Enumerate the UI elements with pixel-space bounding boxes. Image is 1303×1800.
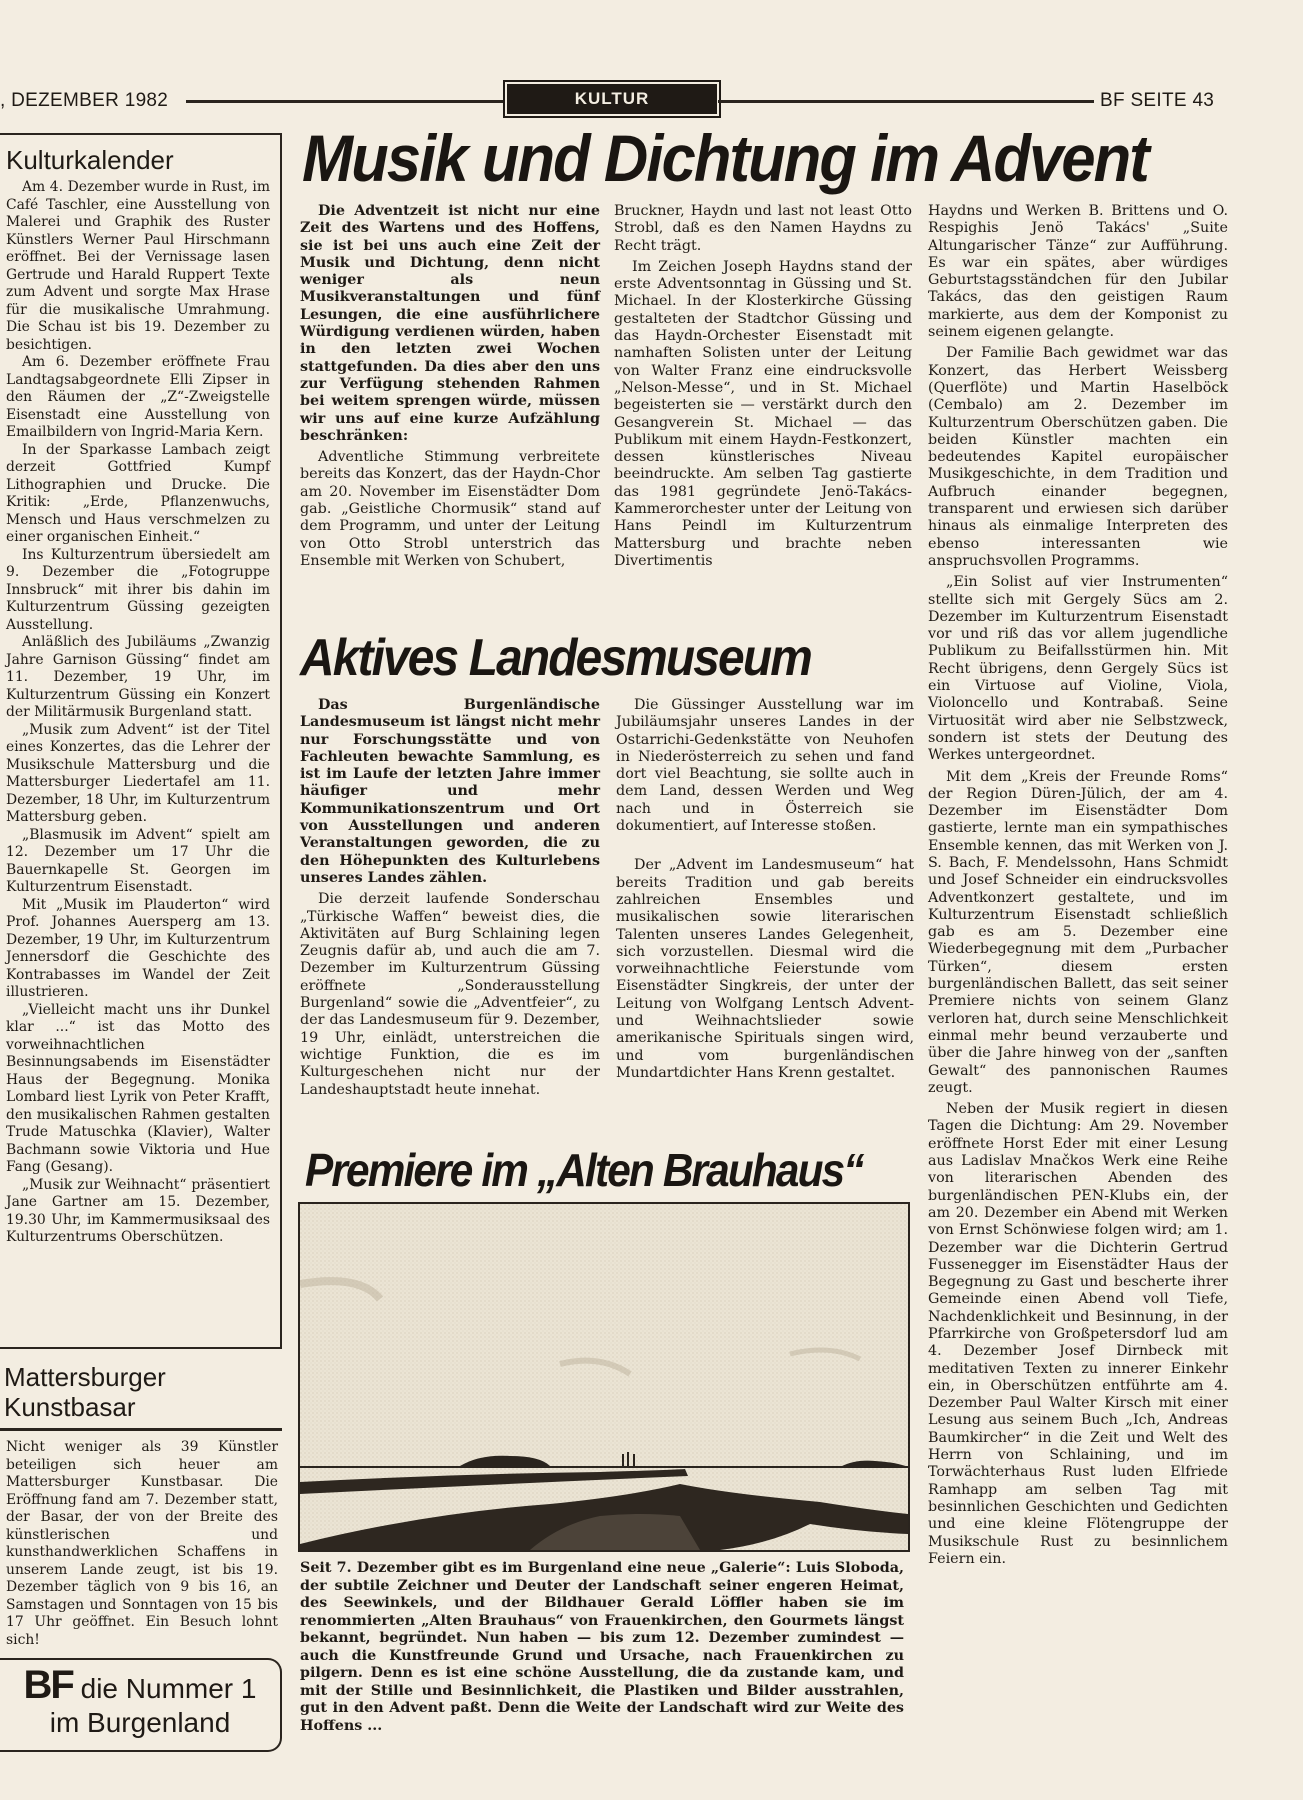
kalender-entry: In der Sparkasse Lambach zeigt derzeit Gottfried Kumpf Lithographien und Drucke. Die Kritik: „Erde, Pflanzenwuchs, Mensch und Haus verschmelzen zu einer organischen Einheit.“ [6, 441, 270, 545]
kunstbasar-title-line2: Kunstbasar [4, 1392, 136, 1422]
header-rule-right [718, 100, 1094, 103]
kalender-entry: Mit „Musik im Plauderton“ wird Prof. Johannes Auersperg am 13. Dezember, 19 Uhr, im Kulturzentrum Jennersdorf die Geschichte des Kontrabasses im Wandel der Zeit illustrieren. [6, 896, 270, 1000]
section-label: KULTUR [507, 84, 717, 114]
kalender-entry: „Blasmusik im Advent“ spielt am 12. Dezember um 17 Uhr die Bauernkapelle St. Georgen im Kulturzentrum Eisenstadt. [6, 826, 270, 895]
kalender-entry: „Musik zur Weihnacht“ präsentiert Jane Gartner am 15. Dezember, 19.30 Uhr, im Kammermusiksaal des Kulturzentrums Oberschützen. [6, 1176, 270, 1245]
bf-logo: BF [23, 1663, 73, 1707]
main-article-col1 [300, 203, 600, 570]
kalender-entry: Am 6. Dezember eröffnete Frau Landtagsabgeordnete Elli Zipser in den Räumen der „Z“-Zweigstelle Eisenstadt eine Ausstellung von Emailbildern von Ingrid-Maria Kern. [6, 354, 270, 440]
main-lead: Die Adventzeit ist nicht nur eine Zeit des Wartens und des Hoffens, sie ist bei uns auch eine Zeit der Musik und Dichtung, denn nicht weniger als neun Musikveranstaltungen und fünf Lesungen, die eine ausführlichere Würdigung verdienen würden, haben in den letzten zwei Wochen stattgefunden. Da dies aber den uns zur Verfügung stehenden Rahmen bei weitem sprengen würde, müssen wir uns auf eine kurze Aufzählung beschränken: [300, 203, 600, 444]
bf-advertisement [0, 1658, 282, 1752]
ad-line2: im Burgenland [49, 1707, 231, 1738]
kalender-entry: Ins Kulturzentrum übersiedelt am 9. Dezember die „Fotogruppe Innsbruck“ mit ihrer bis dahin im Kulturzentrum Güssing gezeigten Ausstellung. [6, 546, 270, 633]
main-paragraph: Neben der Musik regiert in diesen Tagen die Dichtung: Am 29. November eröffnete Horst Eder mit einer Lesung aus Ladislav Mnačkos Werk eine Reihe von literarischen Abenden des burgenländischen PEN-Klubs ein, der am 20. Dezember ein Abend mit Werken von Ernst Schönwiese folgen wird; am 1. Dezember war die Dichterin Gertrud Fussenegger im Eisenstädter Haus der Begegnung zu Gast und bescherte ihrer Gemeinde einen Abend voll Tiefe, Nachdenklichkeit und Besinnung, in der Pfarrkirche von Großpetersdorf lud am 4. Dezember Josef Dirnbeck mit meditativen Texten zu innerer Einkehr ein, in Oberschützen entführte am 4. Dezember Paul Walter Kirsch mit einer Lesung aus seinem Buch „Ich, Andreas Baumkircher“ in die Zeit und Welt des Herrn von Schlaining, und im Torwächterhaus Rust luden Elfriede Ramhapp am selben Tag mit besinnlichen Geschichten und Gedichten und eine kleine Flötengruppe der Musikschule Rust zu besinnlichem Feiern ein. [928, 1101, 1228, 1567]
kalender-entry: „Musik zum Advent“ ist der Titel eines Konzertes, das die Lehrer der Musikschule Mattersburg und die Mattersburger Liedertafel am 11. Dezember, 18 Uhr, im Kulturzentrum Mattersburg geben. [6, 721, 270, 825]
kunstbasar-title-line1: Mattersburger [4, 1362, 166, 1392]
ad-line1: die Nummer 1 [80, 1673, 257, 1704]
museum-paragraph: Die Güssinger Ausstellung war im Jubiläumsjahr unseres Landes in der Ostarrichi-Gedenkstätte von Neuhofen in Niederösterreich zu sehen und fand dort viel Beachtung, sie sollte auch in dem Land, dessen Werden und Weg nach und in Österreich sie dokumentiert, auf Interesse stoßen. [616, 697, 914, 835]
kalender-entry: „Vielleicht macht uns ihr Dunkel klar ...“ ist das Motto des vorweihnachtlichen Besinnungsabends im Eisenstädter Haus der Begegnung. Monika Lombard liest Lyrik von Peter Krafft, den musikalischen Rahmen gestalten Trude Matuschka (Klavier), Walter Bachmann sowie Viktoria und Hue Fang (Gesang). [6, 1001, 270, 1175]
kunstbasar-body [0, 1439, 282, 1649]
museum-col1 [300, 697, 600, 1099]
main-paragraph: Bruckner, Haydn und last not least Otto Strobl, daß es den Namen Haydns zu Recht trägt. [614, 203, 912, 254]
landscape-illustration [298, 1202, 910, 1552]
main-paragraph: Im Zeichen Joseph Haydns stand der erste Adventsonntag in Güssing und St. Michael. In der Klosterkirche Güssing gestalteten der Stadtchor Güssing und das Haydn-Orchester Eisenstadt mit namhaften Solisten unter der Leitung von Walter Franz eine eindrucksvolle „Nelson-Messe“, und in St. Michael begeisterten sie — verstärkt durch den Gesangverein St. Michael — das Publikum mit einem Haydn-Festkonzert, dessen künstlerisches Niveau beeindruckte. Am selben Tag gastierte das 1981 gegründete Jenö-Takács-Kammerorchester unter der Leitung von Hans Peindl im Kulturzentrum Mattersburg und brachte neben Divertimentis [614, 258, 912, 569]
main-paragraph: Mit dem „Kreis der Freunde Roms“ der Region Düren-Jülich, der am 4. Dezember im Eisenstädter Dom gastierte, lernte man ein sympathisches Ensemble kennen, das mit Werken von J. S. Bach, F. Mendelssohn, Hans Schmidt und Josef Schneider ein eindrucksvolles Adventkonzert gestaltete, und im Kulturzentrum Eisenstadt schließlich gab es am 5. Dezember eine Wiederbegegnung mit dem „Purbacher Türken“, diesem ersten burgenländischen Ballett, das seit seiner Premiere nichts von seinem Glanz verloren hat, durch seine Menschlichkeit einmal mehr beund verzauberte und über die Jahre hinweg von der „sanften Gewalt“ des pannonischen Raumes zeugt. [928, 768, 1228, 1096]
landscape-drawing-icon [300, 1204, 908, 1550]
museum-paragraph: Die derzeit laufende Sonderschau „Türkische Waffen“ beweist dies, die Aktivitäten auf Burg Schlaining legen Zeugnis dafür ab, und auch die am 7. Dezember im Kulturzentrum Güssing eröffnete „Sonderausstellung Burgenland“ sowie die „Adventfeier“, zu der das Landesmuseum für 9. Dezember, 19 Uhr, einlädt, unterstreichen die wichtige Funktion, die es im Kulturgeschehen nicht nur der Landeshauptstadt heute innehat. [300, 891, 600, 1098]
issue-date: , DEZEMBER 1982 [0, 90, 169, 111]
kulturkalender-box [0, 133, 282, 1349]
kunstbasar-text: Nicht weniger als 39 Künstler beteiligen sich heuer am Mattersburger Kunstbasar. Die Eröffnung fand am 7. Dezember statt, der Basar, der von der Breite des künstlerischen und kunsthandwerklichen Schaffens in unserem Lande zeugt, ist bis 19. Dezember täglich von 9 bis 16, an Samstagen und Sonntagen von 15 bis 17 Uhr geöffnet. Ein Besuch lohnt sich! [6, 1439, 278, 1648]
museum-headline: Aktives Landesmuseum [300, 629, 811, 687]
header-rule-left [186, 100, 504, 103]
main-paragraph: Der Familie Bach gewidmet war das Konzert, das Herbert Weissberg (Querflöte) und Martin Haselböck (Cembalo) am 2. Dezember im Kulturzentrum Oberschützen gaben. Die beiden Künstler machten ein bedeutendes Kapitel europäischer Musikgeschichte, in dem Tradition und Aufbruch einander begegnen, transparent und erwiesen sich darüber hinaus als einmalige Interpreten des ebenso interessanten wie anspruchsvollen Programms. [928, 345, 1228, 569]
main-article-col2 [614, 203, 912, 570]
kunstbasar-section [0, 1362, 282, 1649]
main-article-col3 [928, 203, 1228, 1568]
kunstbasar-rule [0, 1428, 282, 1431]
kulturkalender-title: Kulturkalender [6, 145, 174, 175]
page-number: BF SEITE 43 [1100, 90, 1215, 111]
kalender-entry: Anläßlich des Jubiläums „Zwanzig Jahre Garnison Güssing“ findet am 11. Dezember, 19 Uhr, im Kulturzentrum Güssing ein Konzert der Militärmusik Burgenland statt. [6, 634, 270, 720]
main-paragraph: „Ein Solist auf vier Instrumenten“ stellte sich mit Gergely Sücs am 2. Dezember im Kulturzentrum Eisenstadt vor und riß das vor allem jugendliche Publikum zu Beifallsstürmen hin. Mit Recht übrigens, denn Gergely Sücs ist ein Virtuose auf Violine, Viola, Violoncello und Kontrabaß. Seine Virtuosität wird aber nie Selbstzweck, sondern ist stets der Deutung des Werkes untergeordnet. [928, 574, 1228, 764]
premiere-headline: Premiere im „Alten Brauhaus“ [305, 1144, 863, 1196]
premiere-caption: Seit 7. Dezember gibt es im Burgenland eine neue „Galerie“: Luis Sloboda, der subtile Zeichner und Deuter der Landschaft seiner engeren Heimat, des Seewinkels, und der Bildhauer Gerald Löffler haben sie im renommierten „Alten Brauhaus“ von Frauenkirchen, den Gourmets längst bekannt, begründet. Nun haben — bis zum 12. Dezember zumindest — auch die Kunstfreunde Grund und Ursache, nach Frauenkirchen zu pilgern. Denn es ist eine schöne Ausstellung, die da zustande kam, und mit der Stille und Besinnlichkeit, die Plastiken und Bilder ausstrahlen, gut in den Advent paßt. Denn die Weite der Landschaft wird zur Weite des Hoffens ... [300, 1560, 904, 1734]
main-headline: Musik und Dichtung im Advent [302, 121, 1148, 195]
museum-col2 [616, 697, 914, 1082]
museum-paragraph: Der „Advent im Landesmuseum“ hat bereits Tradition und gab bereits zahlreichen Ensembles und musikalischen sowie literarischen Talenten unseres Landes Gelegenheit, sich vorzustellen. Diesmal wird die vorweihnachtliche Feierstunde vom Eisenstädter Singkreis, der unter der Leitung von Wolfgang Lentsch Advent- und Weihnachtslieder sowie amerikanische Spirituals singen wird, und vom burgenländischen Mundartdichter Hans Krenn gestaltet. [616, 857, 914, 1081]
kulturkalender-body [0, 175, 280, 1247]
main-paragraph: Adventliche Stimmung verbreitete bereits das Konzert, das der Haydn-Chor am 20. November im Eisenstädter Dom gab. „Geistliche Chormusik“ stand auf dem Programm, und unter der Leitung von Otto Strobl unterstrich das Ensemble mit Werken von Schubert, [300, 449, 600, 569]
main-paragraph: Haydns und Werken B. Brittens und O. Respighis Jenö Takács' „Suite Altungarischer Tänze“ zur Aufführung. Es war ein spätes, aber würdiges Geburtstagsständchen für den Jubilar Takács, das den geistigen Raum markierte, aus dem der Komponist zu seinem eigenen gelangte. [928, 203, 1228, 341]
museum-lead: Das Burgenländische Landesmuseum ist längst nicht mehr nur Forschungsstätte und von Fachleuten bewachte Sammlung, es ist im Laufe der letzten Jahre immer häufiger und mehr Kommunikationszentrum und Ort von Ausstellungen und anderen Veranstaltungen geworden, die zu den Höhepunkten des Kulturlebens unseres Landes zählen. [300, 697, 600, 886]
kalender-entry: Am 4. Dezember wurde in Rust, im Café Taschler, eine Ausstellung von Malerei und Graphik des Ruster Künstlers Werner Paul Hirschmann eröffnet. Bei der Vernissage lasen Gertrude und Harald Ruppert Texte zum Advent und sorgte Max Hrase für die musikalische Umrahmung. Die Schau ist bis 19. Dezember zu besichtigen. [6, 179, 270, 353]
